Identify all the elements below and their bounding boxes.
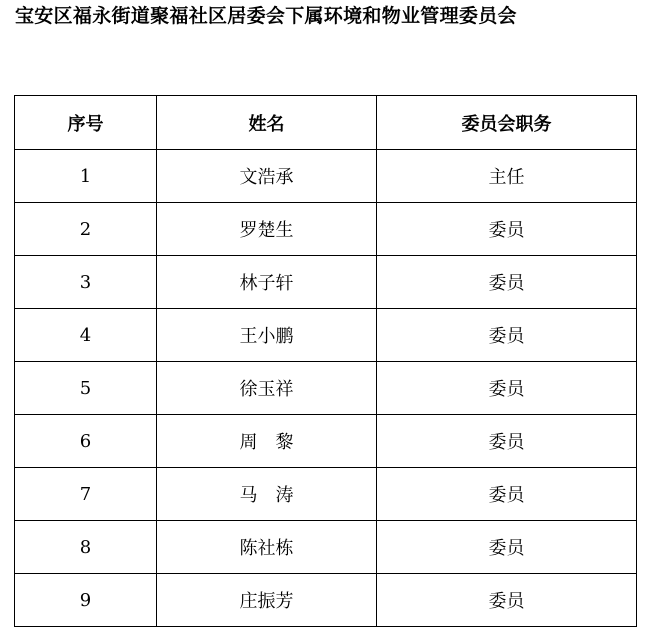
cell-name: 周 黎 [157, 415, 377, 468]
document-title: 宝安区福永街道聚福社区居委会下属环境和物业管理委员会 [15, 5, 517, 27]
cell-name: 庄振芳 [157, 574, 377, 627]
cell-index: 1 [15, 150, 157, 203]
cell-position: 委员 [377, 203, 637, 256]
cell-index: 3 [15, 256, 157, 309]
table-row [15, 309, 637, 362]
cell-position: 委员 [377, 362, 637, 415]
cell-position: 主任 [377, 150, 637, 203]
cell-name: 罗楚生 [157, 203, 377, 256]
cell-position: 委员 [377, 574, 637, 627]
cell-index: 2 [15, 203, 157, 256]
table-row [15, 362, 637, 415]
header-position: 委员会职务 [377, 96, 637, 150]
cell-name: 陈社栋 [157, 521, 377, 574]
table-row [15, 256, 637, 309]
cell-position: 委员 [377, 309, 637, 362]
cell-index: 9 [15, 574, 157, 627]
table-row [15, 203, 637, 256]
cell-position: 委员 [377, 415, 637, 468]
cell-index: 7 [15, 468, 157, 521]
cell-name: 文浩承 [157, 150, 377, 203]
cell-name: 王小鹏 [157, 309, 377, 362]
cell-index: 5 [15, 362, 157, 415]
cell-index: 6 [15, 415, 157, 468]
cell-position: 委员 [377, 256, 637, 309]
table-row [15, 150, 637, 203]
cell-position: 委员 [377, 468, 637, 521]
committee-members-table [14, 95, 637, 627]
table-header-row [15, 96, 637, 150]
table-row [15, 574, 637, 627]
cell-name: 徐玉祥 [157, 362, 377, 415]
table-row [15, 468, 637, 521]
cell-name: 马 涛 [157, 468, 377, 521]
table-row [15, 415, 637, 468]
cell-name: 林子轩 [157, 256, 377, 309]
header-name: 姓名 [157, 96, 377, 150]
table-row [15, 521, 637, 574]
cell-position: 委员 [377, 521, 637, 574]
header-index: 序号 [15, 96, 157, 150]
cell-index: 4 [15, 309, 157, 362]
cell-index: 8 [15, 521, 157, 574]
